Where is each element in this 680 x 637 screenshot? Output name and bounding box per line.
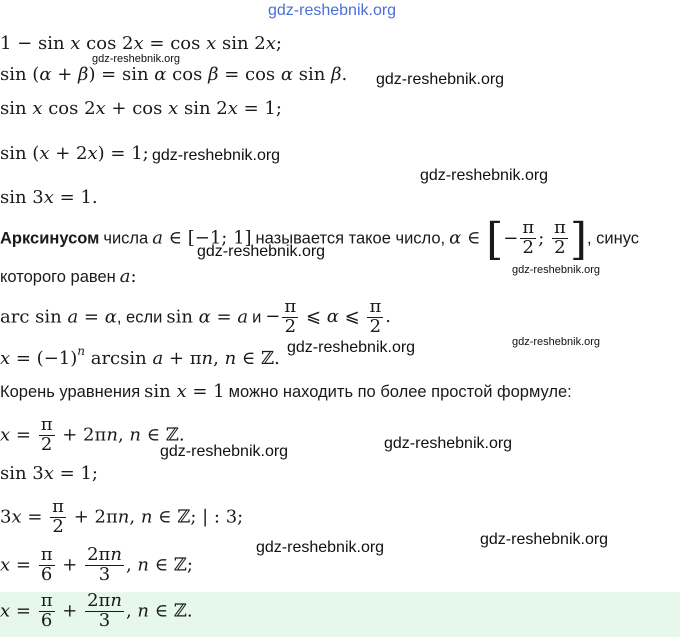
equation-2: sin x cos 2x + cos x sin 2x = 1; <box>0 98 282 119</box>
arcsin-definition: Арксинусом числа a ∈ [−1; 1] называется такое число, α ∈ [− $\frac{\pi}{2}$ ; $\frac{\pi}{2}$ ], синус <box>0 214 640 265</box>
identity-sum: sin (α + β) = sin α cos β = cos α sin β. <box>0 64 348 85</box>
watermark: gdz-reshebnik.org <box>152 147 281 164</box>
root-text: Корень уравнения sin x = 1 можно находить по более простой формуле: <box>0 381 572 402</box>
equation-1: 1 − sin x cos 2x = cos x sin 2x; <box>0 33 282 54</box>
watermark: gdz-reshebnik.org <box>384 435 513 452</box>
watermark: gdz-reshebnik.org <box>92 53 181 65</box>
watermark: gdz-reshebnik.org <box>268 2 397 19</box>
equation-7: x = $\frac{\pi}{6}$ + $\frac{2\pi n}{3}$ , n ∈ ℤ; <box>0 544 193 585</box>
special-formula: x = $\frac{\pi}{2}$ + 2πn, n ∈ ℤ. <box>0 414 185 455</box>
watermark: gdz-reshebnik.org <box>512 336 601 348</box>
arcsin-definition-cont: которого равен a: <box>0 266 137 287</box>
arcsin-condition: arc sin a = α, если sin α = a и − $\frac{\pi}{2}$ ⩽ α ⩽ $\frac{\pi}{2}$ . <box>0 296 392 337</box>
watermark: gdz-reshebnik.org <box>287 339 416 356</box>
def-term: Арксинусом <box>0 229 100 248</box>
watermark: gdz-reshebnik.org <box>256 539 385 556</box>
equation-6: 3x = $\frac{\pi}{2}$ + 2πn, n ∈ ℤ; | : 3; <box>0 496 244 537</box>
equation-4: sin 3x = 1. <box>0 187 98 208</box>
answer: x = $\frac{\pi}{6}$ + $\frac{2\pi n}{3}$ , n ∈ ℤ. <box>0 590 193 631</box>
watermark: gdz-reshebnik.org <box>197 243 326 260</box>
equation-5: sin 3x = 1; <box>0 463 98 484</box>
watermark: gdz-reshebnik.org <box>512 264 601 276</box>
general-solution: $x = (-1)^n$ arcsin a + πn, n ∈ ℤ. <box>0 344 280 369</box>
watermark: gdz-reshebnik.org <box>160 443 289 460</box>
watermark: gdz-reshebnik.org <box>376 71 505 88</box>
watermark: gdz-reshebnik.org <box>420 167 549 184</box>
equation-3: sin (x + 2x) = 1; <box>0 143 149 164</box>
watermark: gdz-reshebnik.org <box>480 531 609 548</box>
